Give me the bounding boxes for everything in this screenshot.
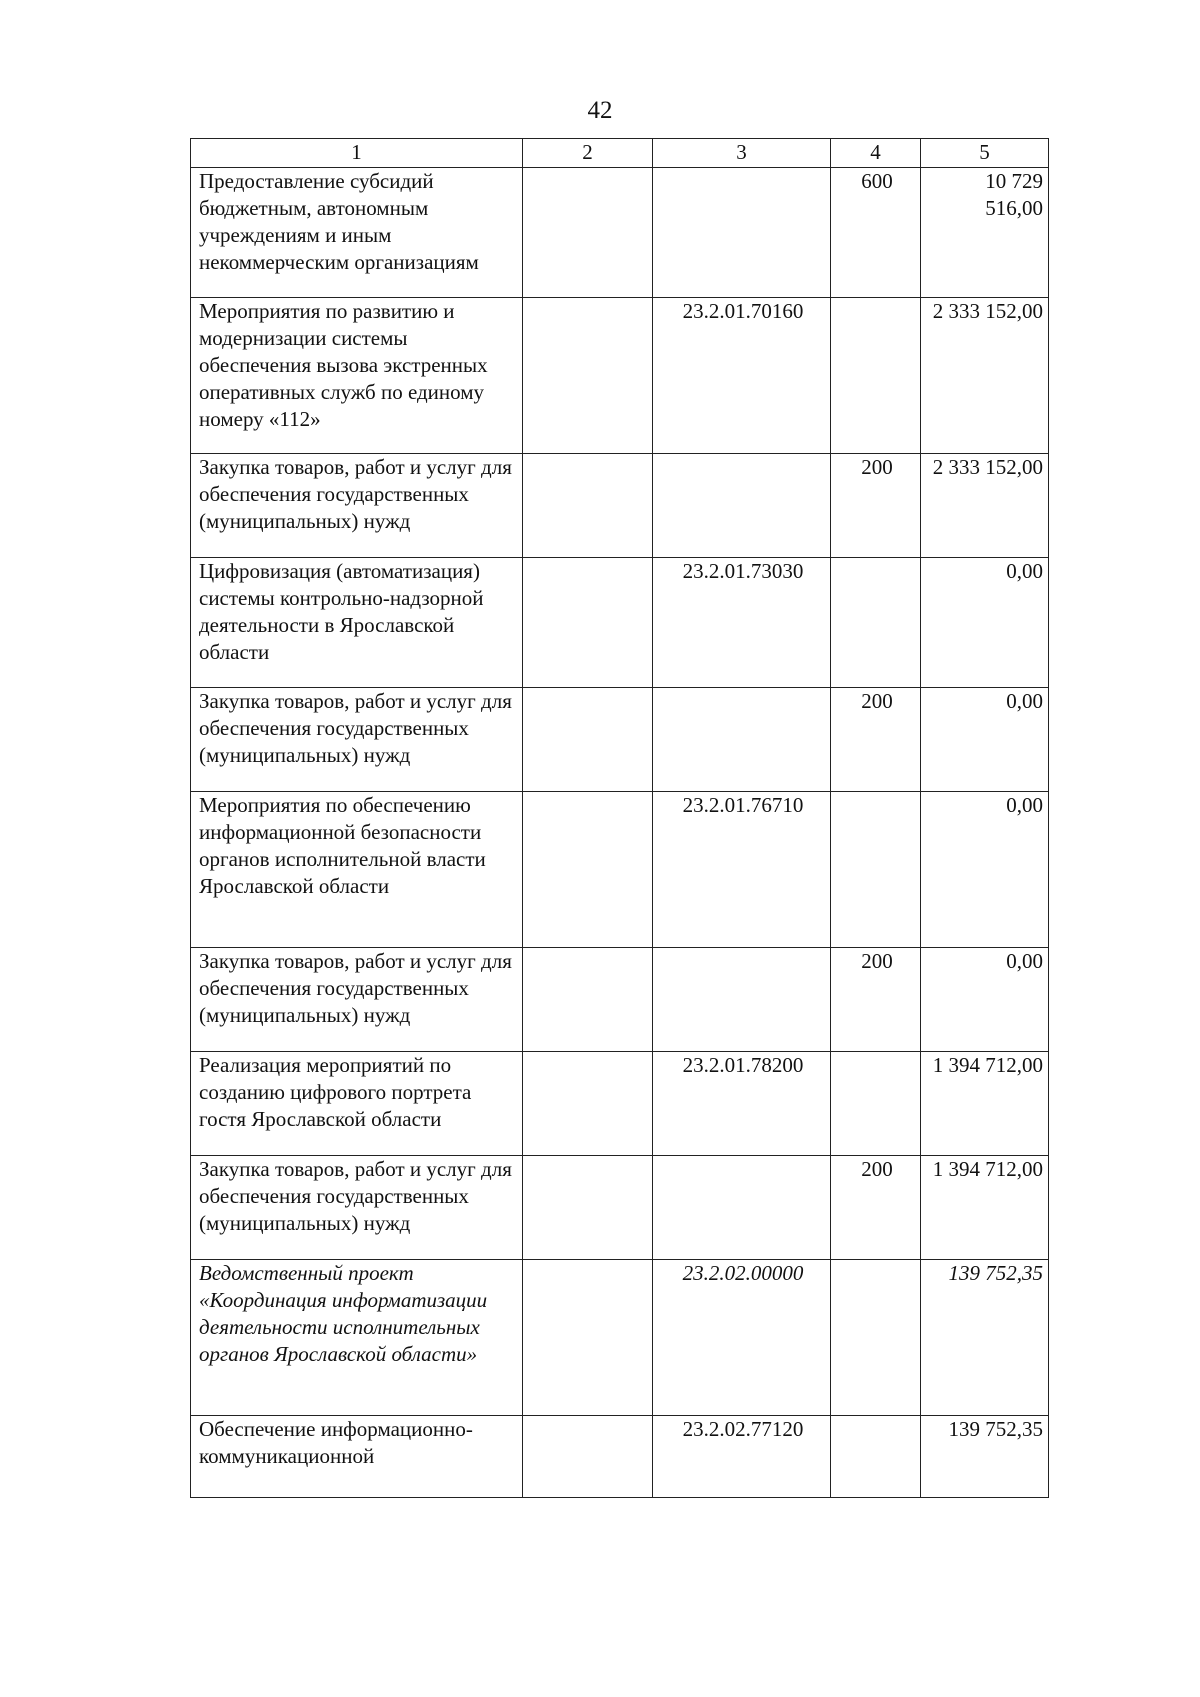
row-sum-cell: 2 333 152,00 — [921, 298, 1049, 454]
row-sum-cell: 1 394 712,00 — [921, 1052, 1049, 1156]
row-code-cell: 23.2.01.70160 — [653, 298, 831, 454]
row-code-cell: 23.2.01.76710 — [653, 792, 831, 948]
row-name-cell: Закупка товаров, работ и услуг для обеспечения государственных (муниципальных) нужд — [191, 948, 523, 1052]
row-sum-cell: 139 752,35 — [921, 1416, 1049, 1498]
row-name-cell: Предоставление субсидий бюджетным, автономным учреждениям и иным некоммерческим организациям — [191, 168, 523, 298]
row-name-cell: Ведомственный проект «Координация информатизации деятельности исполнительных органов Ярославской области» — [191, 1260, 523, 1416]
row-sum-cell: 0,00 — [921, 688, 1049, 792]
table-body — [191, 168, 1049, 1498]
row-code-cell — [653, 948, 831, 1052]
row-sum-cell: 2 333 152,00 — [921, 454, 1049, 558]
row-col2-cell — [523, 688, 653, 792]
header-row — [191, 139, 1049, 168]
page-number: 42 — [587, 97, 613, 124]
table-row — [191, 1260, 1049, 1416]
row-name-cell: Реализация мероприятий по созданию цифрового портрета гостя Ярославской области — [191, 1052, 523, 1156]
row-col2-cell — [523, 1416, 653, 1498]
row-col2-cell — [523, 168, 653, 298]
row-kind-cell — [831, 298, 921, 454]
row-kind-cell: 200 — [831, 454, 921, 558]
table-row — [191, 948, 1049, 1052]
row-name-cell: Обеспечение информационно-коммуникационной — [191, 1416, 523, 1498]
row-name-cell: Закупка товаров, работ и услуг для обеспечения государственных (муниципальных) нужд — [191, 688, 523, 792]
row-code-cell: 23.2.02.77120 — [653, 1416, 831, 1498]
row-col2-cell — [523, 1156, 653, 1260]
row-name-cell: Мероприятия по обеспечению информационной безопасности органов исполнительной власти Ярославской области — [191, 792, 523, 948]
table-row — [191, 1052, 1049, 1156]
row-kind-cell: 200 — [831, 688, 921, 792]
table-row — [191, 298, 1049, 454]
row-col2-cell — [523, 454, 653, 558]
column-header-4: 4 — [831, 139, 921, 168]
row-col2-cell — [523, 948, 653, 1052]
row-sum-cell: 1 394 712,00 — [921, 1156, 1049, 1260]
row-col2-cell — [523, 298, 653, 454]
row-name-cell: Цифровизация (автоматизация) системы контрольно-надзорной деятельности в Ярославской области — [191, 558, 523, 688]
column-header-1: 1 — [191, 139, 523, 168]
row-kind-cell — [831, 792, 921, 948]
row-name-cell: Закупка товаров, работ и услуг для обеспечения государственных (муниципальных) нужд — [191, 1156, 523, 1260]
row-sum-cell: 0,00 — [921, 558, 1049, 688]
row-sum-cell: 0,00 — [921, 948, 1049, 1052]
column-header-3: 3 — [653, 139, 831, 168]
table-row — [191, 792, 1049, 948]
row-kind-cell — [831, 1260, 921, 1416]
row-code-cell — [653, 1156, 831, 1260]
row-code-cell: 23.2.02.00000 — [653, 1260, 831, 1416]
row-code-cell: 23.2.01.78200 — [653, 1052, 831, 1156]
row-code-cell — [653, 454, 831, 558]
row-col2-cell — [523, 792, 653, 948]
row-name-cell: Мероприятия по развитию и модернизации системы обеспечения вызова экстренных оперативных служб по единому номеру «112» — [191, 298, 523, 454]
budget-table — [190, 138, 1049, 1498]
column-header-5: 5 — [921, 139, 1049, 168]
table-row — [191, 1156, 1049, 1260]
row-sum-cell: 0,00 — [921, 792, 1049, 948]
row-code-cell: 23.2.01.73030 — [653, 558, 831, 688]
row-code-cell — [653, 688, 831, 792]
table-row — [191, 558, 1049, 688]
row-kind-cell — [831, 1416, 921, 1498]
row-kind-cell: 200 — [831, 948, 921, 1052]
row-kind-cell — [831, 558, 921, 688]
row-col2-cell — [523, 1052, 653, 1156]
row-code-cell — [653, 168, 831, 298]
row-kind-cell: 200 — [831, 1156, 921, 1260]
row-col2-cell — [523, 558, 653, 688]
row-kind-cell: 600 — [831, 168, 921, 298]
row-sum-cell: 139 752,35 — [921, 1260, 1049, 1416]
table-row — [191, 454, 1049, 558]
table-row — [191, 1416, 1049, 1498]
row-name-cell: Закупка товаров, работ и услуг для обеспечения государственных (муниципальных) нужд — [191, 454, 523, 558]
table-header — [191, 139, 1049, 168]
row-kind-cell — [831, 1052, 921, 1156]
table-row — [191, 168, 1049, 298]
row-col2-cell — [523, 1260, 653, 1416]
table-row — [191, 688, 1049, 792]
row-sum-cell: 10 729 516,00 — [921, 168, 1049, 298]
column-header-2: 2 — [523, 139, 653, 168]
